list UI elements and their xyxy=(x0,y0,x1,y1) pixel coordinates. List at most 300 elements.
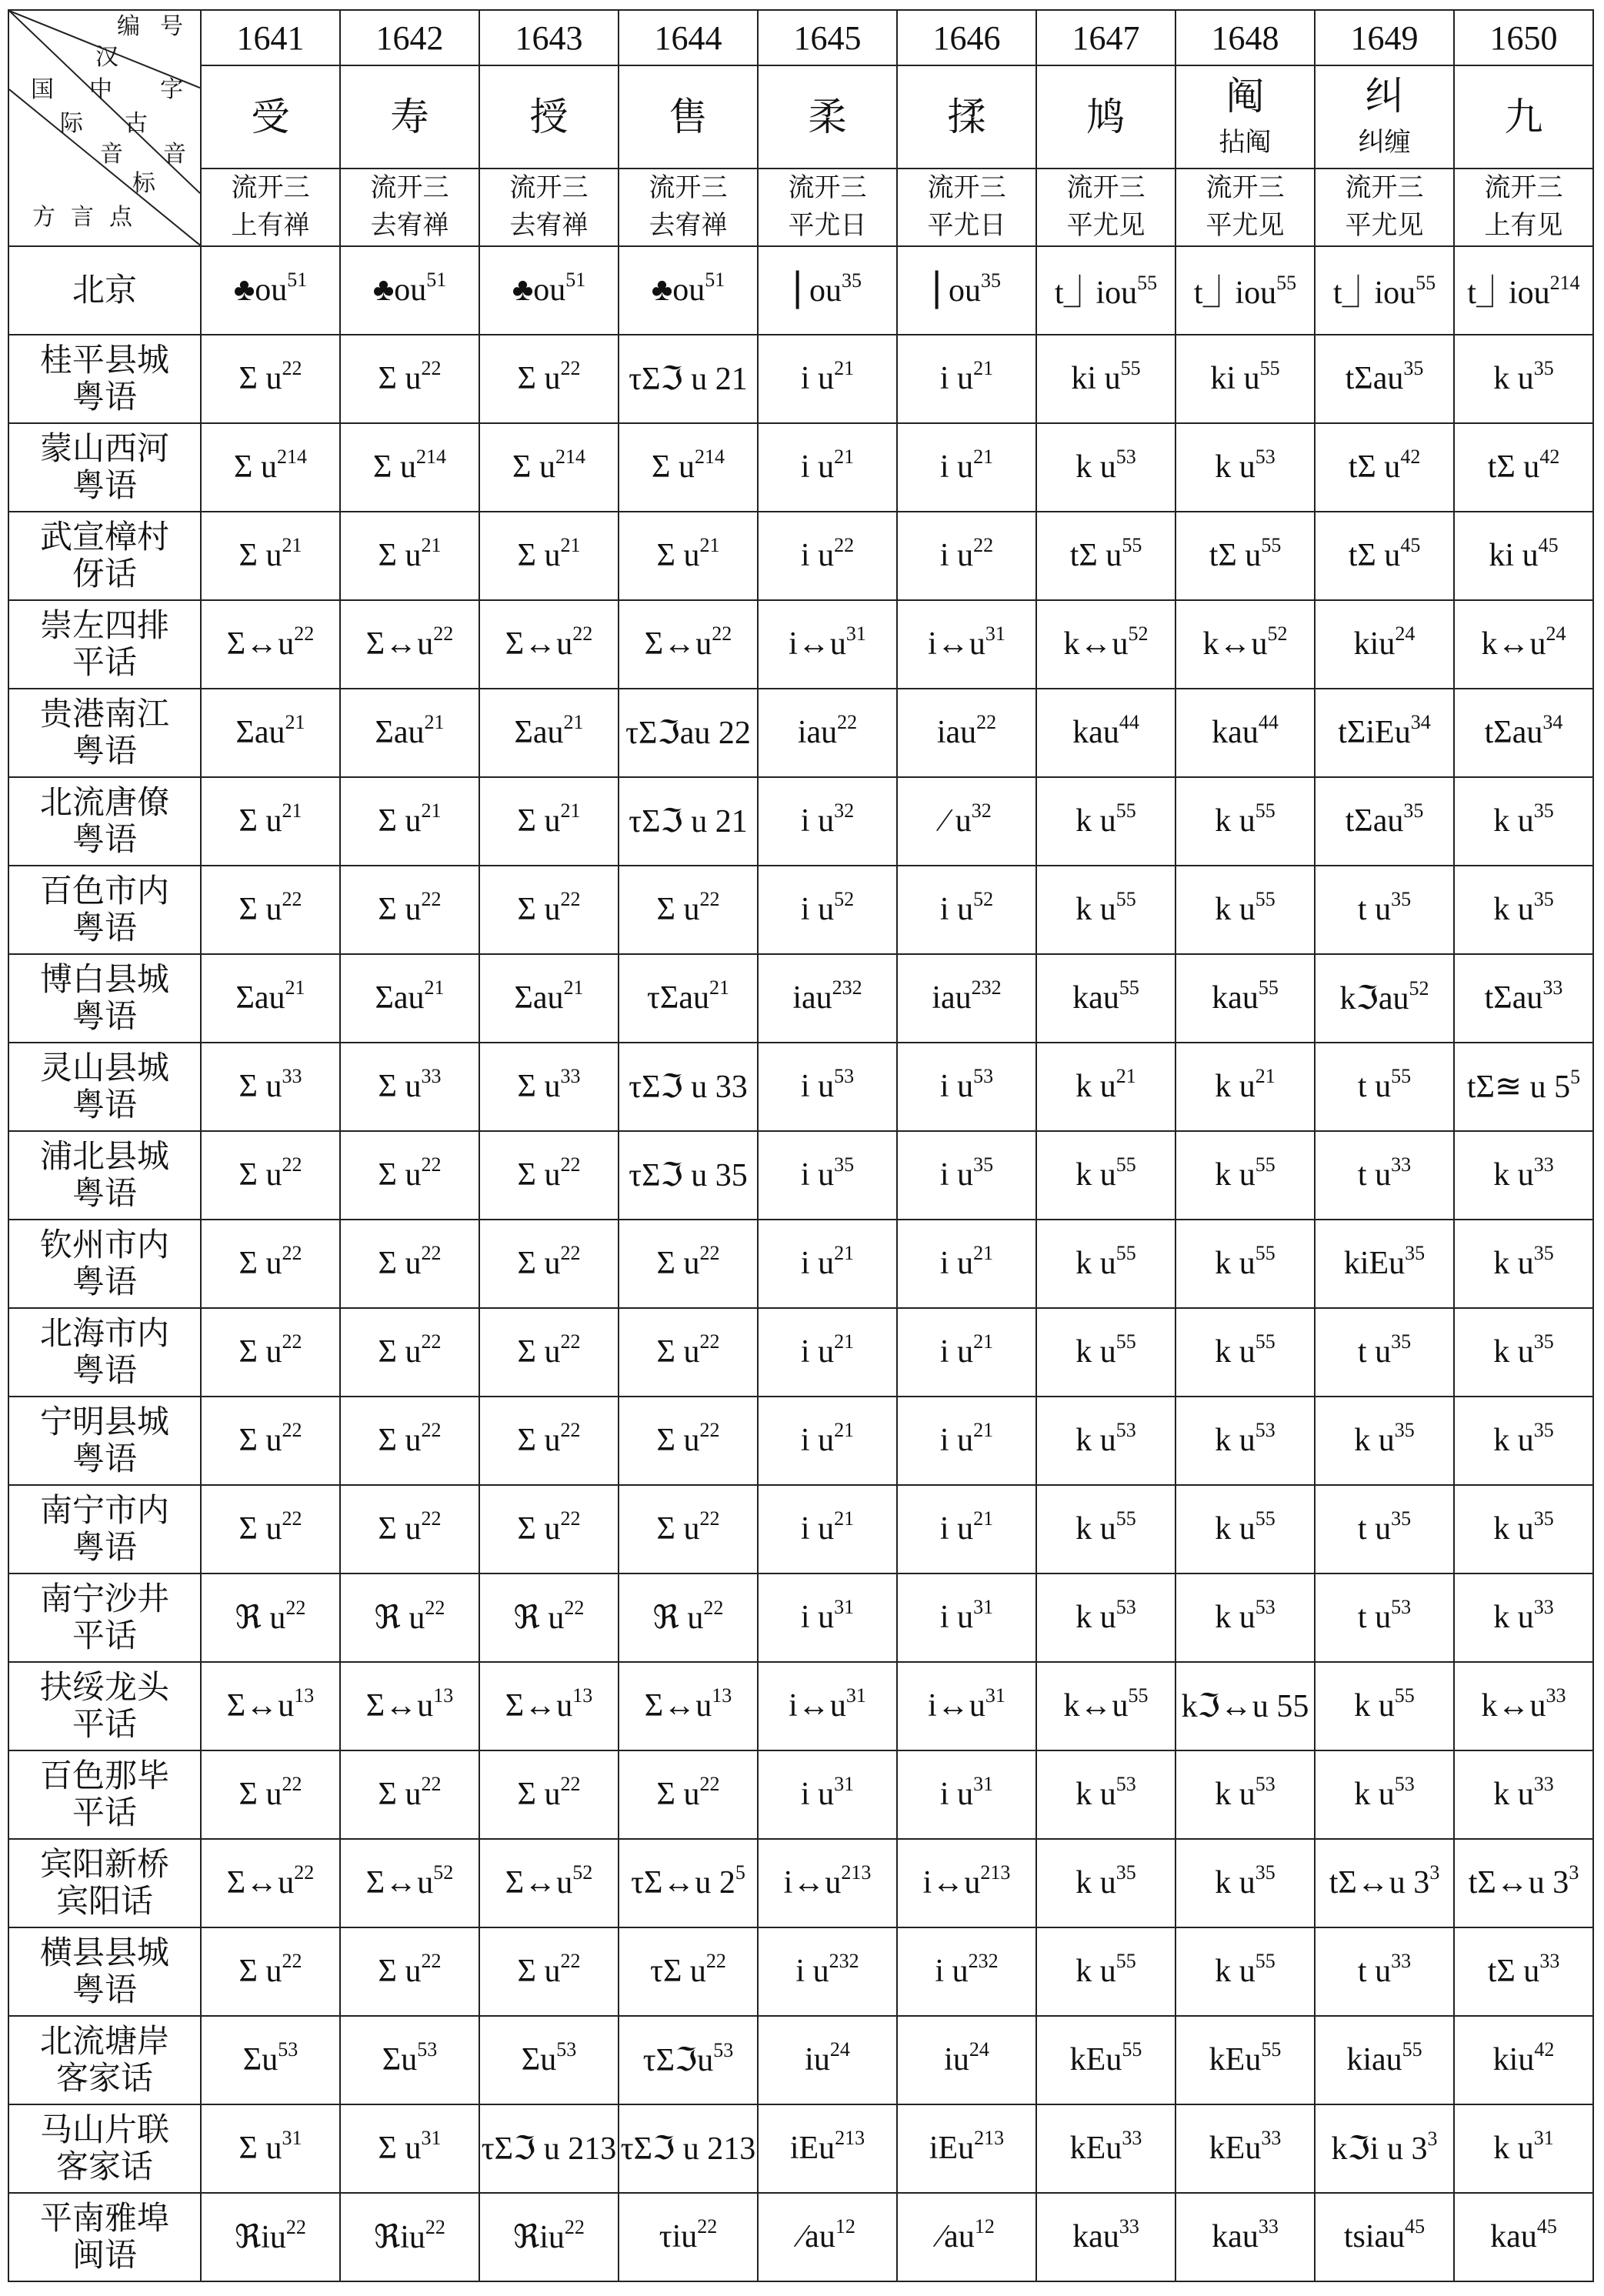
tone-value: 55 xyxy=(1122,534,1142,557)
column-phonology: 去宥禅 xyxy=(649,210,728,242)
reading xyxy=(1215,1419,1276,1459)
tone-value: 53 xyxy=(973,1065,994,1088)
column-phonology: 平尤见 xyxy=(1206,210,1285,242)
tone-value: 22 xyxy=(703,1597,724,1620)
reading xyxy=(1493,1153,1554,1193)
column-number: 1650 xyxy=(1489,18,1558,57)
reading xyxy=(1484,976,1563,1016)
reading xyxy=(799,2215,855,2255)
tone-value: 22 xyxy=(282,1419,302,1442)
reading-base: Σ u xyxy=(378,1246,422,1282)
tone-value: 45 xyxy=(1400,534,1421,557)
reading-base: i↔u xyxy=(789,1688,846,1724)
reading xyxy=(1215,1153,1276,1193)
reading xyxy=(939,534,994,574)
column-character: 鸠 xyxy=(1086,94,1125,139)
column-character-cell xyxy=(619,65,758,169)
reading-base: ⁄ u xyxy=(942,803,972,839)
reading xyxy=(1466,1066,1581,1106)
reading xyxy=(378,534,442,574)
table-row xyxy=(8,777,1593,866)
reading-cell xyxy=(897,1927,1036,2016)
tone-value: 24 xyxy=(829,2038,850,2061)
reading-cell xyxy=(1454,2016,1593,2104)
place-cell xyxy=(8,1573,201,1662)
table-row xyxy=(8,335,1593,423)
tone-value: 24 xyxy=(1395,622,1416,646)
reading-cell xyxy=(1175,866,1315,954)
reading xyxy=(656,534,720,574)
column-number-cell xyxy=(1175,10,1315,65)
tone-value: 22 xyxy=(560,1773,581,1796)
tone-value: 31 xyxy=(973,1773,994,1796)
reading-base: Σ u xyxy=(378,1157,422,1193)
reading-base: ki u xyxy=(1071,361,1121,397)
tone-value: 35 xyxy=(1405,1242,1426,1265)
reading-cell xyxy=(340,1927,479,2016)
reading xyxy=(800,1596,855,1636)
dialect-comparison-table xyxy=(8,9,1594,2282)
reading-cell xyxy=(619,335,758,423)
place-name: 北流唐僚 xyxy=(39,783,169,821)
reading-base: iEu xyxy=(929,2131,975,2167)
reading-base: Σ u xyxy=(656,1423,700,1459)
reading-base: i u xyxy=(800,1777,835,1813)
reading-base: iau xyxy=(932,980,972,1016)
reading-base: Σ u xyxy=(378,1511,422,1547)
tone-value: 22 xyxy=(421,1419,442,1442)
reading-base: ℜ u xyxy=(513,1600,565,1637)
reading-base: kEu xyxy=(1069,2042,1122,2078)
tone-value: 33 xyxy=(1119,2215,1139,2238)
reading-cell xyxy=(479,1485,619,1573)
tone-value: 24 xyxy=(969,2038,989,2061)
tone-value: 3 xyxy=(1569,1861,1579,1884)
reading-cell xyxy=(479,689,619,777)
reading-base: i↔u xyxy=(922,1865,981,1901)
tone-value: 55 xyxy=(1261,534,1282,557)
column-number-cell xyxy=(1036,10,1175,65)
tone-value: 22 xyxy=(699,1507,720,1530)
reading xyxy=(1354,1419,1415,1459)
corner-label: 标 xyxy=(132,170,155,197)
reading-base: ℜ u xyxy=(374,1600,425,1637)
reading-base: i u xyxy=(800,1157,835,1193)
place-name: 钦州市内 xyxy=(39,1225,169,1263)
reading xyxy=(1215,799,1276,839)
reading-cell xyxy=(897,2193,1036,2281)
place-cell xyxy=(8,1397,201,1485)
reading xyxy=(659,2215,718,2255)
place-name: 粤语 xyxy=(72,997,137,1036)
reading-cell xyxy=(1175,335,1315,423)
reading xyxy=(1357,1950,1412,1990)
reading-base: Σ u xyxy=(517,1157,561,1193)
reading xyxy=(1075,1861,1136,1901)
reading xyxy=(1193,272,1297,312)
tone-value: 22 xyxy=(282,1507,302,1530)
tone-value: 22 xyxy=(560,888,581,911)
reading xyxy=(238,1242,302,1282)
tone-value: 55 xyxy=(1255,888,1276,911)
reading xyxy=(789,1684,866,1724)
reading xyxy=(1075,1242,1136,1282)
reading-cell xyxy=(897,1662,1036,1750)
reading-cell xyxy=(619,2193,758,2281)
reading-base: k u xyxy=(1075,449,1116,486)
reading-cell xyxy=(758,1485,897,1573)
reading-base: k u xyxy=(1215,449,1256,486)
tone-value: 5 xyxy=(1570,1066,1581,1089)
reading-base: t u xyxy=(1357,1954,1392,1990)
place-cell xyxy=(8,600,201,689)
reading-base: Σ u xyxy=(378,1069,422,1105)
reading-cell xyxy=(619,1043,758,1131)
place-cell xyxy=(8,689,201,777)
reading-base: Σ u xyxy=(373,449,416,486)
reading xyxy=(365,1861,454,1901)
reading xyxy=(797,711,858,751)
tone-value: 35 xyxy=(1533,799,1554,823)
reading-cell xyxy=(340,954,479,1043)
reading-cell xyxy=(201,246,340,335)
reading xyxy=(1215,1330,1276,1370)
reading xyxy=(1493,1242,1554,1282)
reading xyxy=(1343,1242,1426,1282)
reading-cell xyxy=(479,1397,619,1485)
tone-value: 55 xyxy=(1255,1950,1276,1973)
reading-base: i u xyxy=(939,1157,974,1193)
reading-cell xyxy=(1036,689,1175,777)
reading-base: Σ↔u xyxy=(365,1865,434,1901)
reading-cell xyxy=(897,689,1036,777)
tone-value: 21 xyxy=(424,711,445,734)
tone-value: 35 xyxy=(1391,888,1412,911)
tone-value: 22 xyxy=(699,1773,720,1796)
reading xyxy=(1069,2038,1142,2078)
tone-value: 55 xyxy=(1122,2038,1142,2061)
reading-base: k u xyxy=(1493,1334,1534,1370)
place-name: 北流塘岸 xyxy=(39,2021,169,2060)
reading-cell xyxy=(758,866,897,954)
reading-cell xyxy=(479,335,619,423)
reading xyxy=(1063,622,1149,662)
reading-base: i u xyxy=(800,361,835,397)
column-character-cell xyxy=(758,65,897,169)
reading-base: i↔u xyxy=(789,626,846,662)
reading-base: t u xyxy=(1357,1334,1392,1370)
reading-base: tΣau xyxy=(1484,980,1543,1016)
tone-value: 35 xyxy=(1533,1507,1554,1530)
tone-value: 12 xyxy=(974,2215,995,2238)
reading-base: Σ↔u xyxy=(226,626,295,662)
reading-cell xyxy=(201,1397,340,1485)
reading-cell xyxy=(1175,954,1315,1043)
table-row xyxy=(8,1131,1593,1220)
corner-label: 字 xyxy=(160,76,183,103)
tone-value: 35 xyxy=(1403,799,1424,823)
tone-value: 55 xyxy=(1128,1684,1149,1707)
tone-value: 21 xyxy=(285,711,305,734)
reading-cell xyxy=(201,1043,340,1131)
reading-cell xyxy=(340,1839,479,1927)
reading-cell xyxy=(619,1131,758,1220)
reading-base: Σ u xyxy=(378,1777,422,1813)
reading xyxy=(238,534,302,574)
reading-base: Σ u xyxy=(238,1423,282,1459)
tone-value: 21 xyxy=(834,1419,855,1442)
reading-base: τΣℑ u 33 xyxy=(629,1070,748,1106)
reading-cell xyxy=(201,1839,340,1927)
reading xyxy=(1357,1153,1412,1193)
reading xyxy=(1215,1861,1276,1901)
reading-base: i u xyxy=(800,1423,835,1459)
column-phonology: 平尤见 xyxy=(1345,210,1424,242)
reading-base: Σ u xyxy=(656,1334,700,1370)
column-phonology: 流开三 xyxy=(1066,172,1145,203)
table-row xyxy=(8,2104,1593,2193)
tone-value: 55 xyxy=(1259,357,1280,380)
reading xyxy=(1345,357,1424,397)
reading-cell xyxy=(758,1308,897,1397)
reading xyxy=(378,1242,442,1282)
place-name: 平话 xyxy=(72,1617,137,1655)
reading-cell xyxy=(479,600,619,689)
reading xyxy=(1467,272,1580,312)
reading-base: k u xyxy=(1354,1423,1395,1459)
reading-cell xyxy=(758,335,897,423)
tone-value: 52 xyxy=(834,888,855,911)
reading-base: i u xyxy=(800,1069,835,1105)
reading-base: τΣℑ u 213 xyxy=(620,2131,756,2168)
reading-cell xyxy=(897,777,1036,866)
reading-cell xyxy=(1036,512,1175,600)
tone-value: 42 xyxy=(1539,446,1560,469)
reading-base: i↔u xyxy=(928,626,985,662)
reading-cell xyxy=(1036,954,1175,1043)
place-name: 粤语 xyxy=(72,732,137,770)
reading-cell xyxy=(1036,1131,1175,1220)
place-name: 粤语 xyxy=(72,1174,137,1213)
column-number: 1644 xyxy=(654,18,722,57)
reading-base: k u xyxy=(1215,803,1256,839)
tone-value: 55 xyxy=(1416,272,1436,295)
tone-value: 53 xyxy=(1394,1773,1415,1796)
reading-cell xyxy=(340,1220,479,1308)
column-phonology-cell xyxy=(1454,169,1593,246)
reading xyxy=(1484,711,1563,751)
reading xyxy=(1215,1596,1276,1636)
reading xyxy=(935,1950,999,1990)
reading xyxy=(939,2215,995,2255)
reading-cell xyxy=(1454,866,1593,954)
reading xyxy=(1493,357,1554,397)
reading xyxy=(939,357,994,397)
reading-base: ⁄au xyxy=(799,2219,835,2255)
reading-base: i u xyxy=(939,1246,974,1282)
reading-base: kau xyxy=(1490,2219,1537,2255)
reading-cell xyxy=(1315,600,1454,689)
reading xyxy=(1069,534,1142,574)
column-character: 授 xyxy=(529,94,569,139)
reading-base: t⏌iou xyxy=(1332,275,1416,312)
column-number: 1642 xyxy=(375,18,444,57)
reading xyxy=(1493,1419,1554,1459)
reading-base: k u xyxy=(1075,1423,1116,1459)
tone-value: 55 xyxy=(1255,799,1276,823)
reading-base: k u xyxy=(1215,892,1256,928)
reading xyxy=(374,2216,445,2256)
reading-cell xyxy=(1454,1839,1593,1927)
reading-cell xyxy=(201,423,340,512)
tone-value: 21 xyxy=(973,1507,994,1530)
reading xyxy=(1215,1507,1276,1547)
reading xyxy=(652,446,725,486)
reading-base: k u xyxy=(1493,2131,1534,2167)
tone-value: 22 xyxy=(699,888,720,911)
tone-value: 22 xyxy=(699,1330,720,1353)
reading-cell xyxy=(1175,2193,1315,2281)
reading-cell xyxy=(1175,1397,1315,1485)
place-name: 平话 xyxy=(72,1705,137,1744)
table-row xyxy=(8,1485,1593,1573)
reading-base: tΣ u xyxy=(1209,538,1262,574)
tone-value: 35 xyxy=(1403,357,1424,380)
reading xyxy=(1357,1596,1412,1636)
reading xyxy=(939,1596,994,1636)
reading-cell xyxy=(340,1131,479,1220)
reading-base: Σ u xyxy=(378,1334,422,1370)
reading-cell xyxy=(897,512,1036,600)
table-row xyxy=(8,689,1593,777)
tone-value: 35 xyxy=(1533,1330,1554,1353)
place-cell xyxy=(8,1043,201,1131)
column-phonology: 流开三 xyxy=(370,172,449,203)
reading-base: t u xyxy=(1357,1600,1392,1636)
reading-base: Σ u xyxy=(238,1511,282,1547)
column-number-cell xyxy=(340,10,479,65)
reading xyxy=(939,1773,994,1813)
reading-cell xyxy=(201,777,340,866)
tone-value: 22 xyxy=(976,711,997,734)
reading xyxy=(1072,976,1139,1016)
reading-cell xyxy=(1175,1750,1315,1839)
reading xyxy=(238,1153,302,1193)
reading-cell xyxy=(1036,335,1175,423)
reading-cell xyxy=(897,1220,1036,1308)
reading-cell xyxy=(619,689,758,777)
tone-value: 22 xyxy=(572,622,593,646)
place-name: 北海市内 xyxy=(39,1313,169,1352)
reading xyxy=(1348,534,1421,574)
reading-cell xyxy=(758,600,897,689)
reading-cell xyxy=(758,954,897,1043)
reading-base: Σ u xyxy=(378,2131,422,2167)
column-phonology: 平尤见 xyxy=(1066,210,1145,242)
tone-value: 35 xyxy=(1391,1507,1412,1530)
tone-value: 55 xyxy=(1255,1153,1276,1176)
tone-value: 55 xyxy=(1115,1242,1136,1265)
reading-cell xyxy=(758,1573,897,1662)
reading-base: k u xyxy=(1075,1954,1116,1990)
tone-value: 31 xyxy=(421,2127,442,2150)
reading-cell xyxy=(1175,1043,1315,1131)
reading-cell xyxy=(1036,423,1175,512)
tone-value: 214 xyxy=(415,446,446,469)
reading-cell xyxy=(201,2104,340,2193)
reading xyxy=(233,269,308,309)
reading xyxy=(378,2127,442,2167)
place-name: 粤语 xyxy=(72,820,137,859)
tone-value: 31 xyxy=(834,1596,855,1619)
tone-value: 35 xyxy=(1533,1242,1554,1265)
reading-cell xyxy=(619,1750,758,1839)
reading xyxy=(651,269,725,309)
reading xyxy=(1493,1773,1554,1813)
reading-cell xyxy=(1175,2104,1315,2193)
place-cell xyxy=(8,423,201,512)
tone-value: 51 xyxy=(426,269,447,292)
reading-base: kau xyxy=(1212,980,1259,1016)
column-number: 1648 xyxy=(1211,18,1279,57)
reading-base: tΣ u xyxy=(1487,1954,1540,1990)
column-number-cell xyxy=(201,10,340,65)
reading xyxy=(1072,711,1139,751)
tone-value: 21 xyxy=(699,534,720,557)
reading xyxy=(1215,1950,1276,1990)
reading xyxy=(656,888,720,928)
tone-value: 52 xyxy=(433,1861,454,1884)
place-cell xyxy=(8,1839,201,1927)
column-character: 揉 xyxy=(947,94,986,139)
reading-cell xyxy=(201,1485,340,1573)
reading xyxy=(642,2039,734,2079)
reading xyxy=(928,1684,1005,1724)
reading-base: Σ u xyxy=(517,1334,561,1370)
reading xyxy=(226,1861,315,1901)
reading-base: k u xyxy=(1215,1157,1256,1193)
reading-base: k u xyxy=(1493,361,1534,397)
reading-base: kEu xyxy=(1209,2042,1262,2078)
tone-value: 22 xyxy=(294,1861,315,1884)
tone-value: 24 xyxy=(1546,622,1566,646)
reading xyxy=(800,1153,855,1193)
reading-base: tΣ↔u 3 xyxy=(1329,1865,1430,1901)
reading-base: Σ u xyxy=(238,1954,282,1990)
reading-base: k u xyxy=(1075,892,1116,928)
tone-value: 32 xyxy=(834,799,855,823)
reading-base: Σ↔u xyxy=(365,1688,434,1724)
reading-cell xyxy=(1454,954,1593,1043)
reading xyxy=(631,1861,745,1901)
reading-base: k u xyxy=(1075,1157,1116,1193)
reading xyxy=(374,1597,445,1637)
tone-value: 55 xyxy=(1115,888,1136,911)
place-cell xyxy=(8,1662,201,1750)
reading-cell xyxy=(619,1927,758,2016)
reading xyxy=(789,2127,865,2167)
tone-value: 22 xyxy=(282,1153,302,1176)
reading xyxy=(1075,1330,1136,1370)
reading-base: k u xyxy=(1493,1157,1534,1193)
tone-value: 35 xyxy=(842,269,862,292)
tone-value: 213 xyxy=(974,2127,1005,2150)
reading-base: i u xyxy=(800,1600,835,1636)
table-row xyxy=(8,1043,1593,1131)
reading-base: tΣiEu xyxy=(1338,715,1411,751)
tone-value: 55 xyxy=(1402,2038,1422,2061)
reading xyxy=(1071,357,1141,397)
